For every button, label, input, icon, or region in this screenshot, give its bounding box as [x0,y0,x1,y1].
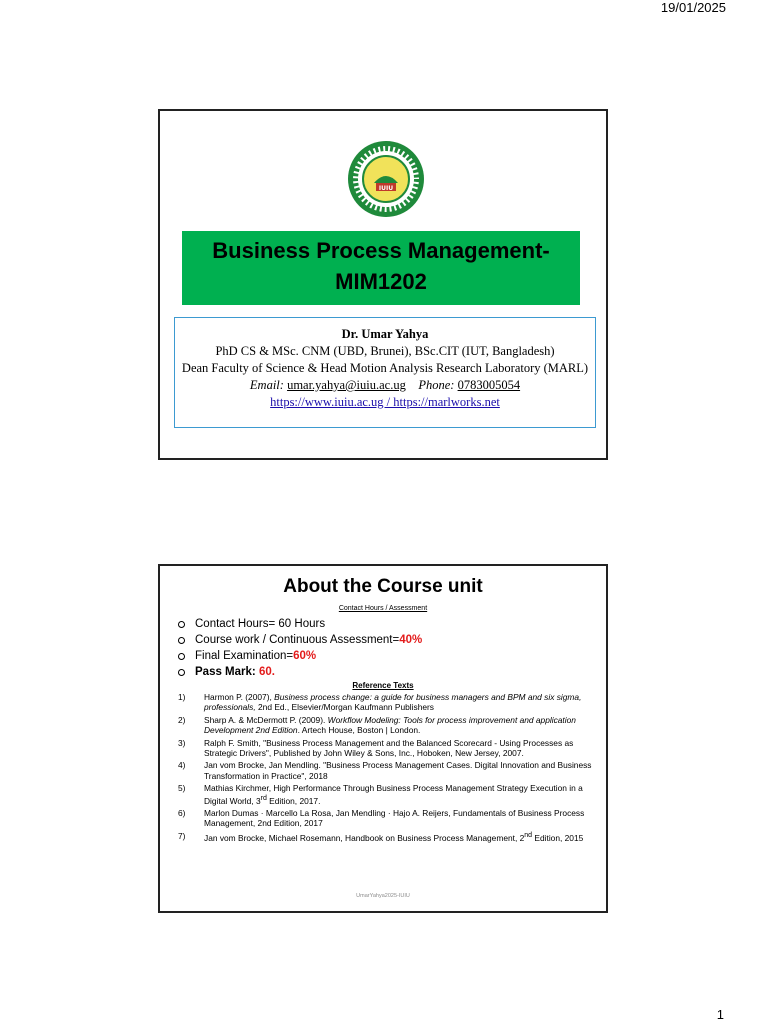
page-date: 19/01/2025 [660,0,726,15]
slide-title [158,109,608,460]
iuiu-seal-logo [346,139,426,219]
references-list [178,692,598,845]
reference-item: 7) Jan vom Brocke, Michael Rosemann, Handbook on Business Process Management, 2nd Edition, 2015 [178,830,584,843]
email-link[interactable]: umar.yahya@iuiu.ac.ug [287,378,406,392]
page-number: 1 [716,1007,724,1022]
reference-item: 4) Jan vom Brocke, Jan Mendling. "Business Process Management Cases. Digital Innovation and Business Transformation in Practice", 2018 [178,760,592,781]
author-name: Dr. Umar Yahya [341,327,429,341]
slide-footer: UmarYahya2025-IUIU [356,893,410,899]
slide-course-unit [158,564,608,913]
references-heading: Reference Texts [352,681,414,690]
list-item: Contact Hours= 60 Hours [178,616,422,632]
reference-item: 1) Harmon P. (2007), Business process change: a guide for business managers and BPM and six sigma, professionals, 2nd Ed., Elsevier/Morgan Kaufmann Publishers [178,692,582,713]
reference-item: 3) Ralph F. Smith, "Business Process Management and the Balanced Scorecard - Using Processes as Strategic Drivers", Published by John Wiley & Sons, Inc., Hoboken, New Jersey, 2007. [178,737,574,759]
logo-center-text: IUIU [378,185,394,192]
title-banner [182,231,580,305]
list-item: Pass Mark: 60. [178,664,422,680]
author-info [174,317,596,428]
assessment-list [178,616,422,680]
author-degrees: PhD CS & MSc. CNM (UBD, Brunei), BSc.CIT (IUT, Bangladesh) [215,344,555,358]
author-position: Dean Faculty of Science & Head Motion Analysis Research Laboratory (MARL) [181,361,589,375]
course-title: Business Process Management- [212,238,550,263]
reference-item: 2) Sharp A. & McDermott P. (2009). Workflow Modeling: Tools for process improvement and application Development 2nd Edition. Artech House, Boston | London. [178,714,576,736]
email-label: Email: [249,378,284,392]
phone-label: Phone: [418,378,455,392]
phone-link[interactable]: 0783005054 [457,378,521,392]
reference-item: 6) Marlon Dumas · Marcello La Rosa, Jan Mendling · Hajo A. Reijers, Fundamentals of Business Process Management, 2nd Edition, 2017 [178,807,585,829]
author-contact [175,377,595,394]
list-item: Final Examination=60% [178,648,422,664]
course-code: MIM1202 [335,269,427,294]
list-item: Course work / Continuous Assessment=40% [178,632,422,648]
slide-subtitle: Contact Hours / Assessment [338,605,428,612]
website-links[interactable]: https://www.iuiu.ac.ug / https://marlworks.net [270,395,500,409]
slide-title: About the Course unit [283,576,483,597]
reference-item: 5) Mathias Kirchmer, High Performance Through Business Process Management Strategy Execution in a Digital World, 3rd Edition, 2017. [178,783,583,806]
